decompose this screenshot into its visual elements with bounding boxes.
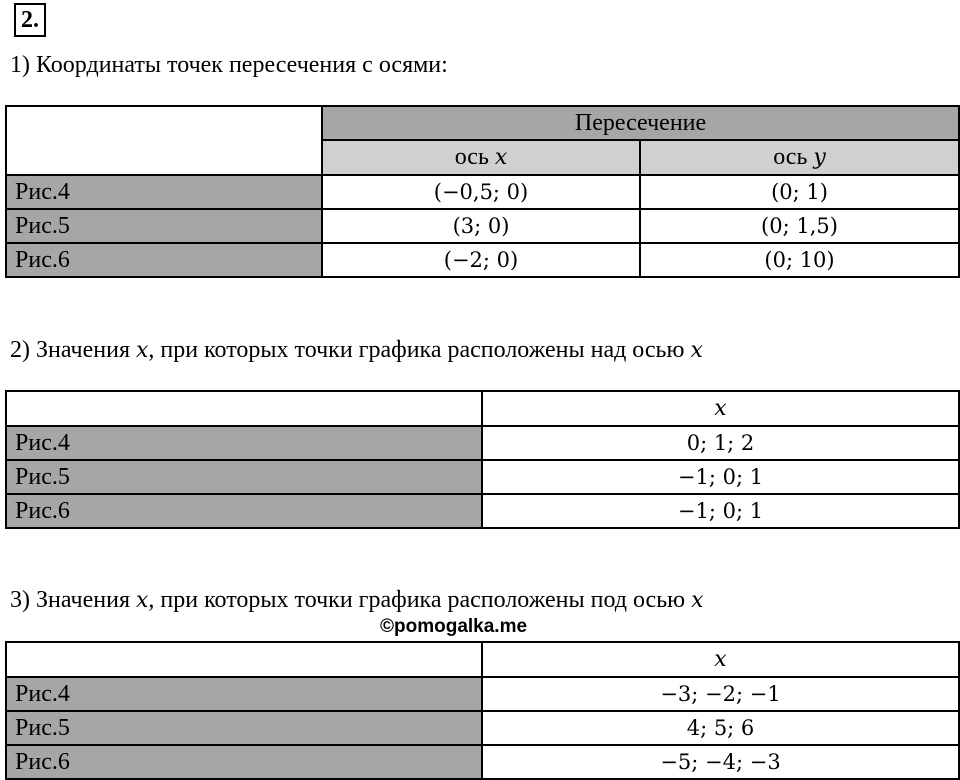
above-axis-table — [5, 390, 960, 529]
row-label: Рис.5 — [6, 460, 482, 494]
table-row — [6, 175, 959, 209]
x-intercept-value: (−2; 0) — [443, 248, 519, 272]
row-label: Рис.4 — [6, 677, 482, 711]
row-label: Рис.6 — [6, 745, 482, 779]
empty-corner-cell — [6, 391, 482, 426]
col-header-x: x — [714, 396, 727, 421]
y-intercept-value: (0; 1,5) — [761, 214, 838, 238]
x-intercept-value: (3; 0) — [452, 214, 510, 238]
empty-corner-cell — [6, 106, 322, 175]
x-values: −5; −4; −3 — [660, 750, 781, 774]
below-axis-table — [5, 641, 960, 780]
section2-heading: 2) Значения x, при которых точки графика расположены над осью x — [10, 337, 703, 363]
intersection-table — [5, 105, 960, 278]
group-header-intersection: Пересечение — [322, 106, 959, 140]
col-header-y-axis: ось y — [640, 140, 959, 175]
x-values: 0; 1; 2 — [686, 431, 755, 455]
watermark: ©pomogalka.me — [380, 616, 528, 637]
x-values: 4; 5; 6 — [686, 716, 755, 740]
table-row — [6, 745, 959, 779]
x-values: −1; 0; 1 — [677, 465, 764, 489]
section1-heading: 1) Координаты точек пересечения с осями: — [10, 52, 448, 78]
section3-heading: 3) Значения x, при которых точки графика расположены под осью x — [10, 587, 704, 613]
table-row — [6, 677, 959, 711]
x-values: −1; 0; 1 — [677, 499, 764, 523]
row-label: Рис.5 — [6, 711, 482, 745]
table-row — [6, 711, 959, 745]
row-label: Рис.6 — [6, 494, 482, 528]
col-header-x: x — [714, 647, 727, 672]
x-intercept-value: (−0,5; 0) — [433, 180, 529, 204]
table-row — [6, 460, 959, 494]
table-row — [6, 209, 959, 243]
y-intercept-value: (0; 1) — [771, 180, 828, 204]
table-row — [6, 243, 959, 277]
x-values: −3; −2; −1 — [660, 682, 781, 706]
empty-corner-cell — [6, 642, 482, 677]
col-header-x-axis: ось x — [322, 140, 640, 175]
table-row — [6, 426, 959, 460]
row-label: Рис.4 — [6, 175, 322, 209]
row-label: Рис.5 — [6, 209, 322, 243]
row-label: Рис.4 — [6, 426, 482, 460]
row-label: Рис.6 — [6, 243, 322, 277]
task-number: 2. — [14, 3, 46, 37]
table-row — [6, 494, 959, 528]
y-intercept-value: (0; 10) — [764, 248, 835, 272]
